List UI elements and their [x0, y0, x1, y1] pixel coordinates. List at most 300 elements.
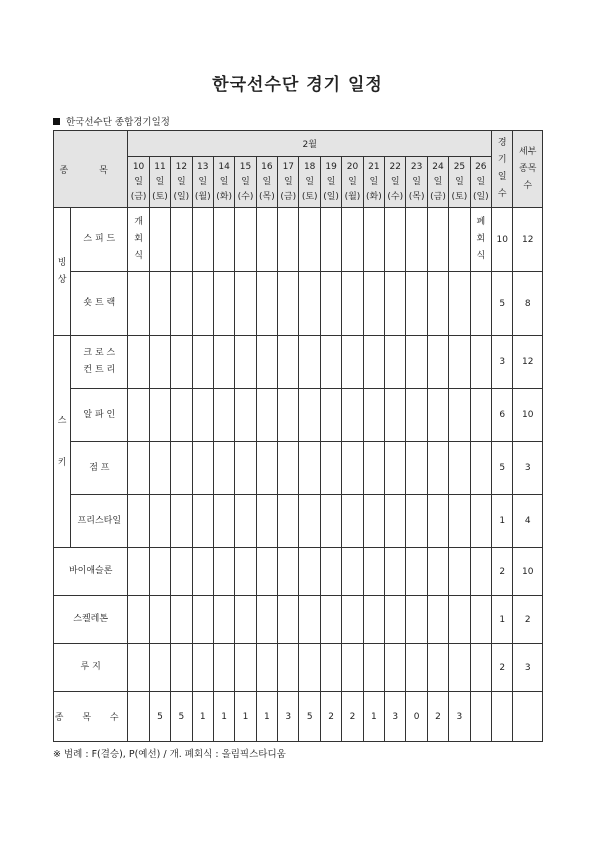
- schedule-cell: [256, 495, 277, 548]
- schedule-cell: [299, 596, 320, 644]
- day-header-d: 24: [432, 161, 444, 172]
- schedule-cell: [406, 596, 427, 644]
- total-days-cell: [492, 692, 513, 742]
- schedule-cell: [320, 644, 341, 692]
- event-name-text: 크 로 스 컨 트 리: [83, 348, 116, 375]
- table-row: [54, 272, 543, 336]
- schedule-cell: [149, 442, 170, 495]
- day-header-w: (일): [173, 191, 190, 202]
- group-label-ice: [54, 208, 71, 336]
- schedule-cell: [213, 495, 234, 548]
- schedule-cell: [427, 389, 448, 442]
- schedule-cell: [256, 442, 277, 495]
- total-label-text: 종 목 수: [54, 713, 127, 723]
- day-header-d: 12: [175, 161, 188, 172]
- schedule-cell: [149, 272, 170, 336]
- day-header-d: 14: [218, 161, 230, 172]
- schedule-cell: [128, 389, 149, 442]
- event-name: [71, 272, 128, 336]
- table-row: [54, 336, 543, 389]
- day-header-d: 18: [303, 161, 316, 172]
- schedule-cell: [427, 596, 448, 644]
- schedule-cell: [278, 644, 299, 692]
- schedule-cell: [406, 336, 427, 389]
- day-header-cell: [235, 157, 256, 208]
- day-header-d: 26: [475, 161, 487, 172]
- event-name: [54, 596, 128, 644]
- schedule-cell: [385, 336, 406, 389]
- day-header-d: 21: [368, 161, 380, 172]
- page-title: 한국선수단 경기 일정: [212, 75, 383, 95]
- schedule-cell: [363, 644, 384, 692]
- schedule-cell: [171, 389, 192, 442]
- schedule-cell: [427, 644, 448, 692]
- schedule-cell: [171, 495, 192, 548]
- sub-events-cell: 4: [513, 495, 543, 548]
- total-count-cell: 1: [213, 692, 234, 742]
- schedule-cell: [192, 495, 213, 548]
- schedule-cell: [342, 336, 363, 389]
- day-header-u: 일: [369, 176, 379, 187]
- section-heading: [53, 114, 170, 128]
- schedule-cell: [149, 644, 170, 692]
- schedule-cell: [128, 272, 149, 336]
- schedule-cell: [256, 644, 277, 692]
- event-name: [71, 389, 128, 442]
- day-header-w: (목): [408, 191, 425, 202]
- schedule-cell: [213, 208, 234, 272]
- table-row: [54, 495, 543, 548]
- day-header-w: (수): [387, 191, 404, 202]
- schedule-cell: [320, 389, 341, 442]
- schedule-cell: [171, 596, 192, 644]
- schedule-cell: [385, 596, 406, 644]
- schedule-cell: [149, 389, 170, 442]
- day-header-w: (수): [237, 191, 254, 202]
- total-count-cell: 1: [192, 692, 213, 742]
- day-header-cell: [299, 157, 320, 208]
- schedule-cell: [256, 336, 277, 389]
- day-header-u: 일: [262, 176, 272, 187]
- schedule-cell: [128, 644, 149, 692]
- schedule-cell: [427, 495, 448, 548]
- day-header-w: (목): [259, 191, 275, 202]
- schedule-cell: [299, 389, 320, 442]
- days-count-cell: 5: [492, 442, 513, 495]
- schedule-cell: [192, 389, 213, 442]
- schedule-cell: [449, 596, 470, 644]
- schedule-cell: [406, 548, 427, 596]
- schedule-cell: [128, 336, 149, 389]
- vertical-text: 빙상: [57, 257, 67, 285]
- section-heading-text: 한국선수단 종합경기일정: [66, 117, 170, 128]
- day-header-w: (금): [430, 191, 446, 202]
- schedule-cell: [342, 272, 363, 336]
- schedule-cell: [427, 272, 448, 336]
- schedule-cell: [299, 442, 320, 495]
- sub-events-cell: 2: [513, 596, 543, 644]
- day-header-cell: [342, 157, 363, 208]
- schedule-cell: [278, 495, 299, 548]
- event-name-text: 스켈레톤: [73, 614, 109, 624]
- schedule-cell: [342, 548, 363, 596]
- day-header-w: (일): [323, 191, 339, 202]
- schedule-cell: [385, 548, 406, 596]
- schedule-cell: [213, 596, 234, 644]
- schedule-cell: [470, 336, 491, 389]
- schedule-cell: [449, 272, 470, 336]
- schedule-cell: [470, 495, 491, 548]
- schedule-cell: [363, 389, 384, 442]
- sub-events-cell: 3: [513, 442, 543, 495]
- table-row: [54, 208, 543, 272]
- day-header-d: 19: [325, 161, 337, 172]
- schedule-cell: [192, 208, 213, 272]
- schedule-cell: [192, 548, 213, 596]
- schedule-cell: [256, 596, 277, 644]
- schedule-cell: [235, 596, 256, 644]
- days-count-cell: 2: [492, 548, 513, 596]
- schedule-cell: [149, 596, 170, 644]
- sub-events-cell: 12: [513, 208, 543, 272]
- schedule-cell: [363, 208, 384, 272]
- sub-events-cell: 10: [513, 389, 543, 442]
- schedule-cell: [171, 208, 192, 272]
- day-header-d: 11: [154, 161, 166, 172]
- schedule-cell: [406, 644, 427, 692]
- schedule-cell: [449, 495, 470, 548]
- day-header-cell: [427, 157, 448, 208]
- schedule-cell: [128, 442, 149, 495]
- schedule-cell: [427, 208, 448, 272]
- schedule-cell: [171, 442, 192, 495]
- schedule-cell: [406, 389, 427, 442]
- day-header-d: 20: [346, 161, 359, 172]
- total-count-cell: 5: [171, 692, 192, 742]
- schedule-cell: [128, 495, 149, 548]
- legend-note: ※ 범례 : F(결승), P(예선) / 개. 폐회식 : 올림픽스타디움: [53, 749, 286, 760]
- day-header-u: 일: [198, 176, 208, 187]
- schedule-cell: [278, 336, 299, 389]
- group-label-ski: [54, 336, 71, 548]
- schedule-cell: [278, 272, 299, 336]
- schedule-cell: [320, 596, 341, 644]
- day-header-cell: [213, 157, 234, 208]
- total-count-cell: 0: [406, 692, 427, 742]
- day-header-u: 일: [283, 176, 293, 187]
- schedule-cell: [363, 336, 384, 389]
- schedule-cell: [278, 208, 299, 272]
- schedule-cell: [235, 495, 256, 548]
- table-row: [54, 644, 543, 692]
- schedule-cell: [449, 548, 470, 596]
- vertical-text: 개회식: [134, 217, 143, 261]
- day-header-cell: [470, 157, 491, 208]
- schedule-cell: [342, 596, 363, 644]
- schedule-cell: [171, 272, 192, 336]
- schedule-cell: [470, 596, 491, 644]
- event-name-text: 점 프: [89, 462, 110, 473]
- schedule-cell: [213, 336, 234, 389]
- event-name-text: 알 파 인: [83, 409, 116, 420]
- day-header-cell: [363, 157, 384, 208]
- schedule-cell: [149, 495, 170, 548]
- schedule-cell: [363, 596, 384, 644]
- total-count-cell: 5: [299, 692, 320, 742]
- schedule-cell: [128, 208, 149, 272]
- event-name: [71, 336, 128, 389]
- schedule-cell: [449, 442, 470, 495]
- schedule-cell: [192, 644, 213, 692]
- schedule-cell: [128, 596, 149, 644]
- day-header-w: (금): [130, 191, 147, 202]
- schedule-cell: [406, 495, 427, 548]
- day-header-u: 일: [155, 176, 165, 187]
- schedule-cell: [235, 644, 256, 692]
- schedule-cell: [363, 442, 384, 495]
- day-header-u: 일: [305, 176, 315, 187]
- total-count-cell: 1: [235, 692, 256, 742]
- schedule-cell: [320, 336, 341, 389]
- event-name: [71, 442, 128, 495]
- schedule-cell: [470, 208, 491, 272]
- schedule-cell: [363, 548, 384, 596]
- schedule-cell: [342, 389, 363, 442]
- day-header-u: 일: [326, 176, 336, 187]
- schedule-cell: [192, 336, 213, 389]
- schedule-cell: [342, 442, 363, 495]
- schedule-cell: [213, 442, 234, 495]
- schedule-cell: [342, 208, 363, 272]
- schedule-cell: [235, 548, 256, 596]
- total-subs-cell: [513, 692, 543, 742]
- day-header-u: 일: [176, 176, 186, 187]
- total-count-cell: [470, 692, 491, 742]
- schedule-cell: [385, 495, 406, 548]
- event-name-text: 숏 트 랙: [83, 298, 116, 308]
- schedule-cell: [256, 389, 277, 442]
- day-header-u: 일: [241, 176, 250, 187]
- schedule-cell: [192, 442, 213, 495]
- schedule-cell: [278, 596, 299, 644]
- schedule-cell: [363, 272, 384, 336]
- schedule-cell: [342, 495, 363, 548]
- table-row: [54, 442, 543, 495]
- day-header-w: (토): [301, 191, 318, 202]
- schedule-cell: [299, 495, 320, 548]
- schedule-cell: [406, 208, 427, 272]
- event-header: 종 목: [54, 131, 128, 208]
- day-header-w: (금): [280, 191, 297, 202]
- schedule-cell: [427, 548, 448, 596]
- day-header-w: (화): [365, 191, 382, 202]
- event-name-text: 바이애슬론: [68, 566, 113, 576]
- schedule-cell: [406, 272, 427, 336]
- schedule-cell: [406, 442, 427, 495]
- schedule-cell: [470, 272, 491, 336]
- total-count-cell: [128, 692, 149, 742]
- days-count-cell: 1: [492, 495, 513, 548]
- schedule-cell: [342, 644, 363, 692]
- schedule-cell: [213, 644, 234, 692]
- days-count-cell: 3: [492, 336, 513, 389]
- total-count-cell: 3: [278, 692, 299, 742]
- day-header-d: 23: [410, 161, 423, 172]
- total-count-cell: 3: [449, 692, 470, 742]
- day-header-w: (월): [194, 191, 211, 202]
- schedule-cell: [385, 208, 406, 272]
- day-header-u: 일: [412, 176, 421, 187]
- total-count-cell: 5: [149, 692, 170, 742]
- day-header-u: 일: [455, 176, 464, 187]
- table-row: [54, 596, 543, 644]
- day-header-cell: [192, 157, 213, 208]
- schedule-cell: [278, 548, 299, 596]
- schedule-cell: [235, 442, 256, 495]
- sub-events-cell: 10: [513, 548, 543, 596]
- schedule-cell: [299, 272, 320, 336]
- event-name: [71, 208, 128, 272]
- schedule-cell: [470, 644, 491, 692]
- table-row: [54, 548, 543, 596]
- square-bullet-icon: [53, 118, 60, 125]
- schedule-cell: [171, 336, 192, 389]
- schedule-cell: [299, 644, 320, 692]
- schedule-cell: [278, 442, 299, 495]
- total-label: [54, 692, 128, 742]
- day-header-d: 15: [239, 161, 252, 172]
- day-header-d: 10: [132, 161, 145, 172]
- total-count-cell: 2: [342, 692, 363, 742]
- schedule-cell: [320, 495, 341, 548]
- vertical-text: 스키: [57, 415, 67, 468]
- schedule-cell: [427, 442, 448, 495]
- schedule-cell: [256, 208, 277, 272]
- schedule-cell: [385, 272, 406, 336]
- total-count-cell: 2: [320, 692, 341, 742]
- schedule-cell: [385, 442, 406, 495]
- schedule-cell: [192, 596, 213, 644]
- day-header-d: 17: [282, 161, 295, 172]
- days-count-cell: 1: [492, 596, 513, 644]
- day-header-cell: [128, 157, 149, 208]
- schedule-cell: [320, 548, 341, 596]
- day-header-u: 일: [476, 176, 486, 187]
- schedule-cell: [449, 208, 470, 272]
- event-name-text: 프리스타일: [77, 515, 122, 526]
- schedule-cell: [256, 272, 277, 336]
- days-count-header: 경기일수: [492, 131, 513, 208]
- schedule-cell: [149, 208, 170, 272]
- day-header-d: 25: [453, 161, 466, 172]
- day-header-d: 16: [261, 161, 273, 172]
- schedule-cell: [213, 548, 234, 596]
- schedule-cell: [171, 644, 192, 692]
- day-header-cell: [171, 157, 192, 208]
- schedule-cell: [128, 548, 149, 596]
- day-header-cell: [149, 157, 170, 208]
- day-header-u: 일: [433, 176, 443, 187]
- schedule-cell: [235, 389, 256, 442]
- schedule-cell: [299, 548, 320, 596]
- days-count-cell: 5: [492, 272, 513, 336]
- day-header-u: 일: [134, 176, 143, 187]
- day-header-d: 13: [197, 161, 209, 172]
- schedule-cell: [213, 389, 234, 442]
- schedule-cell: [470, 389, 491, 442]
- event-name: [54, 548, 128, 596]
- day-header-u: 일: [390, 176, 400, 187]
- schedule-cell: [171, 548, 192, 596]
- sub-events-cell: 3: [513, 644, 543, 692]
- schedule-cell: [320, 208, 341, 272]
- schedule-cell: [385, 389, 406, 442]
- event-name: [54, 644, 128, 692]
- days-count-cell: 6: [492, 389, 513, 442]
- day-header-u: 일: [219, 176, 229, 187]
- schedule-cell: [449, 336, 470, 389]
- schedule-table: [53, 130, 543, 742]
- sub-events-cell: 12: [513, 336, 543, 389]
- day-header-w: (화): [216, 191, 232, 202]
- total-count-cell: 2: [427, 692, 448, 742]
- schedule-cell: [470, 442, 491, 495]
- day-header-cell: [256, 157, 277, 208]
- total-count-cell: 1: [363, 692, 384, 742]
- day-header-d: 22: [389, 161, 401, 172]
- schedule-cell: [235, 336, 256, 389]
- schedule-cell: [235, 208, 256, 272]
- day-header-cell: [449, 157, 470, 208]
- day-header-w: (토): [152, 191, 168, 202]
- schedule-cell: [149, 548, 170, 596]
- schedule-cell: [320, 272, 341, 336]
- schedule-cell: [449, 644, 470, 692]
- event-name: [71, 495, 128, 548]
- table-row: [54, 389, 543, 442]
- sub-events-header: 세부종목수: [513, 131, 543, 208]
- schedule-cell: [363, 495, 384, 548]
- schedule-cell: [320, 442, 341, 495]
- days-count-cell: 10: [492, 208, 513, 272]
- month-header: 2월: [128, 131, 492, 157]
- days-count-cell: 2: [492, 644, 513, 692]
- schedule-cell: [213, 272, 234, 336]
- day-header-cell: [385, 157, 406, 208]
- schedule-cell: [278, 389, 299, 442]
- total-row: [54, 692, 543, 742]
- day-header-w: (토): [451, 191, 468, 202]
- schedule-cell: [192, 272, 213, 336]
- day-header-cell: [320, 157, 341, 208]
- schedule-cell: [470, 548, 491, 596]
- schedule-cell: [385, 644, 406, 692]
- schedule-cell: [449, 389, 470, 442]
- event-name-text: 루 지: [80, 662, 101, 672]
- schedule-cell: [299, 208, 320, 272]
- event-name-text: 스 피 드: [83, 234, 116, 244]
- schedule-cell: [299, 336, 320, 389]
- sub-events-cell: 8: [513, 272, 543, 336]
- day-header-w: (일): [472, 191, 489, 202]
- day-header-cell: [406, 157, 427, 208]
- schedule-cell: [427, 336, 448, 389]
- schedule-cell: [235, 272, 256, 336]
- day-header-cell: [278, 157, 299, 208]
- schedule-cell: [149, 336, 170, 389]
- total-count-cell: 3: [385, 692, 406, 742]
- schedule-cell: [256, 548, 277, 596]
